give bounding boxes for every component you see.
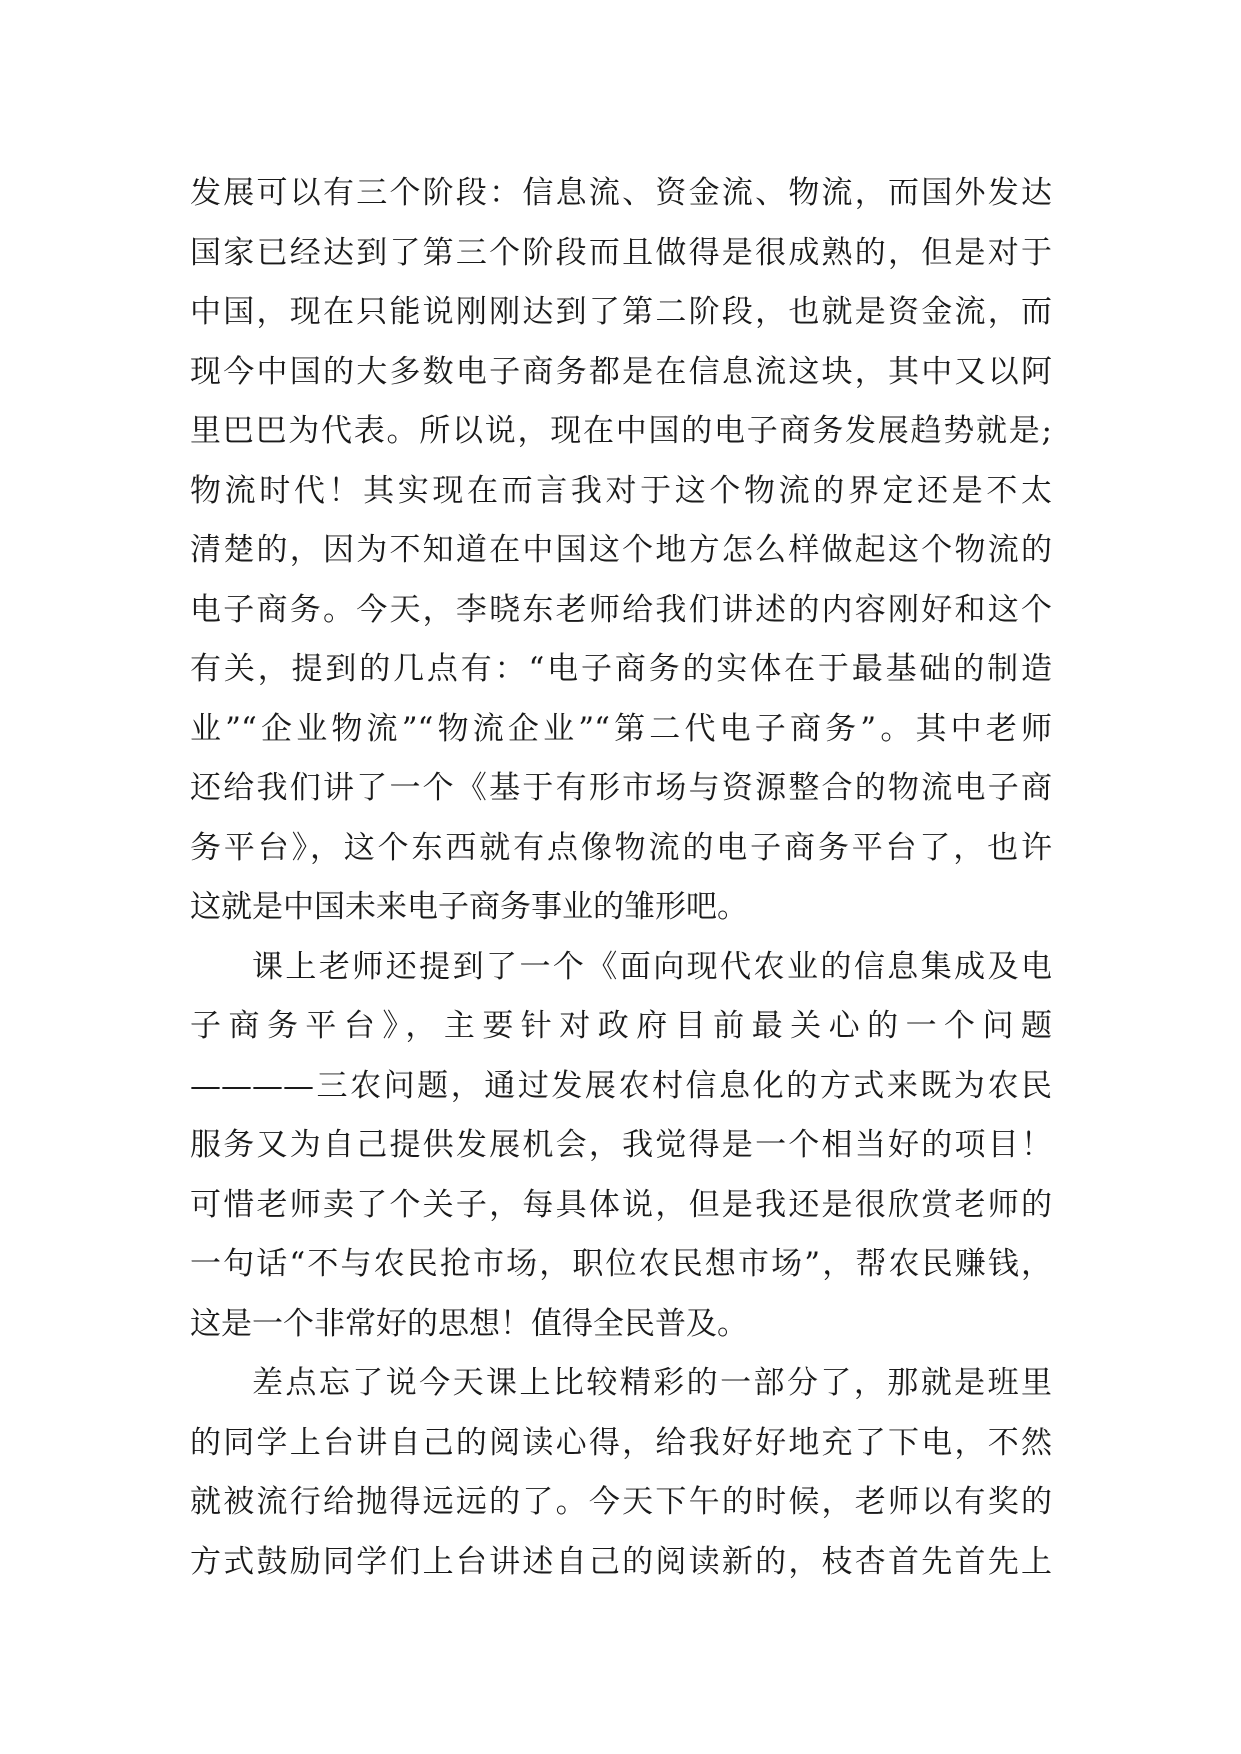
text-line: 中国，现在只能说刚刚达到了第二阶段，也就是资金流，而: [190, 294, 1052, 330]
text-line: 国家已经达到了第三个阶段而且做得是很成熟的，但是对于: [190, 234, 1052, 271]
text-line: 里巴巴为代表。所以说，现在中国的电子商务发展趋势就是;: [190, 413, 1052, 449]
text-line: 有关，提到的几点有：“电子商务的实体在于最基础的制造: [190, 651, 1052, 687]
text-line: ————三农问题，通过发展农村信息化的方式来既为农民: [190, 1067, 1052, 1104]
text-line: 这就是中国未来电子商务事业的雏形吧。: [190, 889, 748, 925]
text-line: 务平台》，这个东西就有点像物流的电子商务平台了，也许: [190, 829, 1052, 866]
document-body: [190, 164, 1052, 1592]
text-line: 物流时代！其实现在而言我对于这个物流的界定还是不太: [190, 472, 1052, 509]
text-line: 服务又为自己提供发展机会，我觉得是一个相当好的项目！: [190, 1127, 1052, 1163]
text-line: 子商务平台》，主要针对政府目前最关心的一个问题: [190, 1008, 1052, 1044]
text-line: 就被流行给抛得远远的了。今天下午的时候，老师以有奖的: [190, 1484, 1052, 1520]
text-line: 可惜老师卖了个关子，每具体说，但是我还是很欣赏老师的: [190, 1186, 1052, 1223]
text-line: 方式鼓励同学们上台讲述自己的阅读新的，枝杏首先首先上: [190, 1543, 1052, 1580]
text-line: 一句话“不与农民抢市场，职位农民想市场”，帮农民赚钱，: [190, 1246, 1052, 1282]
text-line: 这是一个非常好的思想！值得全民普及。: [190, 1305, 748, 1342]
text-line: 课上老师还提到了一个《面向现代农业的信息集成及电: [252, 948, 1052, 985]
text-line: 电子商务。今天，李晓东老师给我们讲述的内容刚好和这个: [190, 591, 1052, 628]
text-line: 差点忘了说今天课上比较精彩的一部分了，那就是班里: [252, 1365, 1052, 1401]
text-line: 业”“企业物流”“物流企业”“第二代电子商务”。其中老师: [190, 710, 1052, 747]
text-line: 现今中国的大多数电子商务都是在信息流这块，其中又以阿: [190, 353, 1052, 390]
text-line: 的同学上台讲自己的阅读心得，给我好好地充了下电，不然: [190, 1424, 1052, 1461]
text-line: 清楚的，因为不知道在中国这个地方怎么样做起这个物流的: [190, 532, 1052, 568]
text-line: 还给我们讲了一个《基于有形市场与资源整合的物流电子商: [190, 770, 1052, 806]
text-line: 发展可以有三个阶段：信息流、资金流、物流，而国外发达: [190, 175, 1052, 211]
